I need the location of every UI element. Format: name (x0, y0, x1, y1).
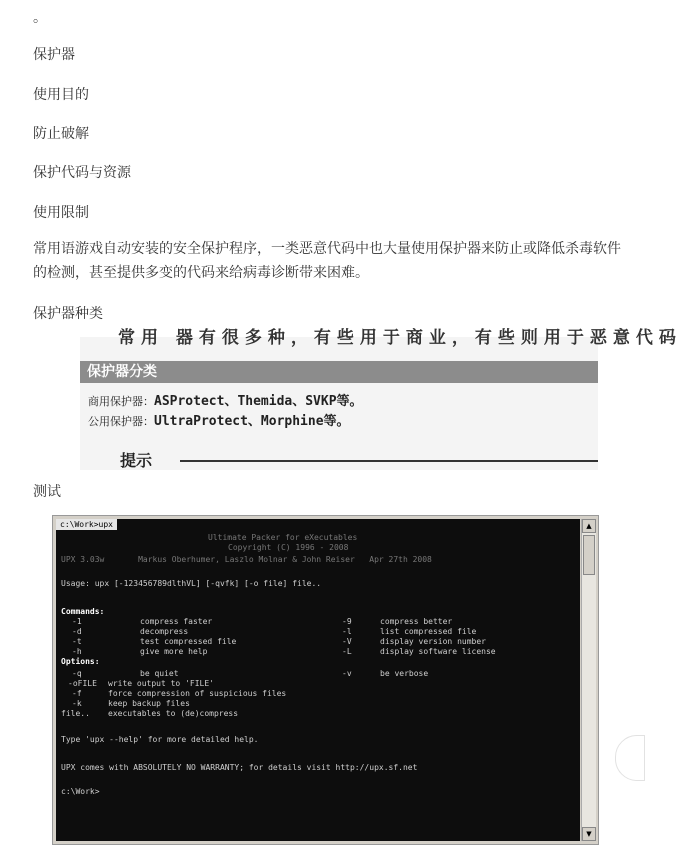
option-desc: be quiet (140, 669, 179, 678)
test-heading: 测试 (33, 484, 61, 500)
scroll-thumb[interactable] (583, 535, 595, 575)
book-figure-header (80, 361, 598, 383)
item-protect-code: 保护代码与资源 (33, 165, 131, 181)
console-help-line: Type 'upx --help' for more detailed help. (61, 735, 259, 744)
item-protector: 保护器 (33, 47, 75, 63)
console-screen (56, 519, 580, 841)
command-flag: -L (342, 647, 352, 656)
console-usage: Usage: upx [-123456789dlthVL] [-qvfk] [-o file] file.. (61, 579, 322, 588)
console-banner-title: Ultimate Packer for eXecutables (208, 533, 358, 542)
command-desc: decompress (140, 627, 189, 636)
command-flag: -V (342, 637, 352, 646)
scroll-down-icon[interactable]: ▼ (582, 827, 596, 841)
console-banner-copyright: Copyright (C) 1996 - 2008 (228, 543, 349, 552)
console-commands-title: Commands: (61, 607, 105, 616)
option-desc: keep backup files (108, 699, 190, 708)
option-flag: file.. (61, 709, 90, 718)
command-flag: -1 (72, 617, 82, 626)
item-usage-limit: 使用限制 (33, 205, 89, 221)
book-row-label: 公用保护器： (88, 415, 154, 428)
option-desc: force compression of suspicious files (108, 689, 287, 698)
book-row-value: ASProtect、Themida、SVKP等。 (154, 394, 363, 409)
book-tip-rule (180, 460, 598, 462)
command-flag: -t (72, 637, 82, 646)
command-desc: compress faster (140, 617, 213, 626)
book-row-commercial (88, 393, 363, 411)
book-figure (80, 328, 682, 470)
side-float-tab[interactable] (615, 735, 645, 781)
command-flag: -l (342, 627, 352, 636)
command-desc: display software license (380, 647, 496, 656)
book-row-label: 商用保护器： (88, 395, 154, 408)
console-warranty-line: UPX comes with ABSOLUTELY NO WARRANTY; for details visit http://upx.sf.net (61, 763, 418, 772)
command-desc: give more help (140, 647, 208, 656)
book-row-public (88, 413, 350, 431)
option-desc: write output to 'FILE' (108, 679, 214, 688)
command-flag: -d (72, 627, 82, 636)
types-heading: 保护器种类 (33, 306, 103, 322)
option-flag: -oFILE (68, 679, 97, 688)
command-flag: -h (72, 647, 82, 656)
book-tip: 提示 (120, 451, 153, 470)
scroll-up-icon[interactable]: ▲ (582, 519, 596, 533)
command-desc: test compressed file (140, 637, 237, 646)
item-purpose: 使用目的 (33, 87, 89, 103)
command-desc: compress better (380, 617, 453, 626)
console-options-title: Options: (61, 657, 100, 666)
command-desc: display version number (380, 637, 486, 646)
console-scrollbar[interactable] (581, 519, 596, 841)
console-window (52, 515, 599, 845)
command-flag: -9 (342, 617, 352, 626)
console-final-prompt: c:\Work> (61, 787, 100, 796)
command-desc: list compressed file (380, 627, 477, 636)
book-figure-header-text: 保护器分类 (87, 364, 157, 380)
description-paragraph: 常用语游戏自动安装的安全保护程序，一类恶意代码中也大量使用保护器来防止或降低杀毒软件的检测，甚至提供多变的代码来给病毒诊断带来困难。 (33, 241, 621, 281)
option-desc: executables to (de)compress (108, 709, 239, 718)
item-anti-crack: 防止破解 (33, 126, 89, 142)
option-flag: -k (72, 699, 82, 708)
console-banner-version: UPX 3.03w Markus Oberhumer, Laszlo Molnar & John Reiser Apr 27th 2008 (61, 555, 432, 564)
option-flag: -f (72, 689, 82, 698)
option-desc: be verbose (380, 669, 429, 678)
lead-dot: 。 (33, 10, 47, 26)
option-flag: -q (72, 669, 82, 678)
book-row-value: UltraProtect、Morphine等。 (154, 414, 350, 429)
option-flag: -v (342, 669, 352, 678)
console-prompt-command: c:\Work>upx (56, 519, 117, 530)
book-cut-text: 常用 器有很多种，有些用于商业，有些则用于恶意代码 (118, 328, 682, 348)
